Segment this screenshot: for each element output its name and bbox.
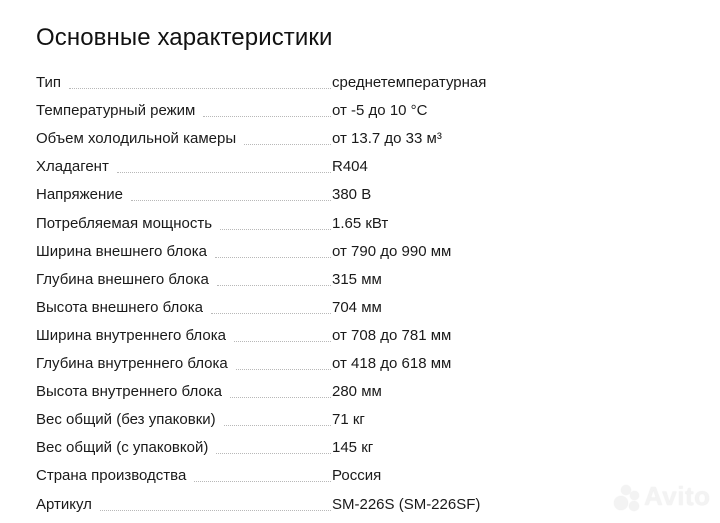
avito-watermark <box>612 481 711 512</box>
spec-value: Россия <box>332 467 382 485</box>
section-title: Основные характеристики <box>36 24 333 51</box>
dotted-leader <box>131 199 331 201</box>
spec-value: SM-226S (SM-226SF) <box>332 495 481 513</box>
dotted-leader <box>230 396 331 398</box>
spec-row-weight-net <box>36 401 536 429</box>
spec-label: Напряжение <box>36 186 131 204</box>
spec-label: Высота внутреннего блока <box>36 383 230 401</box>
spec-label: Потребляемая мощность <box>36 215 220 233</box>
spec-label: Объем холодильной камеры <box>36 130 244 148</box>
spec-row-article <box>36 485 536 513</box>
spec-label: Хладагент <box>36 158 117 176</box>
spec-label: Глубина внешнего блока <box>36 271 217 289</box>
dotted-leader <box>194 480 331 482</box>
spec-label: Ширина внешнего блока <box>36 243 215 261</box>
dotted-leader <box>216 452 331 454</box>
dotted-leader <box>215 256 331 258</box>
dotted-leader <box>217 284 331 286</box>
spec-row-power <box>36 204 536 232</box>
dotted-leader <box>224 424 331 426</box>
dotted-leader <box>69 87 331 89</box>
spec-row-outdoor-depth <box>36 261 536 289</box>
spec-value: 704 мм <box>332 298 382 316</box>
spec-label: Страна производства <box>36 467 194 485</box>
spec-row-outdoor-height <box>36 289 536 317</box>
spec-row-indoor-width <box>36 317 536 345</box>
spec-row-indoor-depth <box>36 345 536 373</box>
spec-value: 1.65 кВт <box>332 214 389 232</box>
spec-label: Артикул <box>36 496 100 514</box>
spec-row-country <box>36 457 536 485</box>
spec-value: от 13.7 до 33 м³ <box>332 130 442 148</box>
dotted-leader <box>234 340 331 342</box>
spec-label: Высота внешнего блока <box>36 299 211 317</box>
dotted-leader <box>211 312 331 314</box>
spec-label: Вес общий (без упаковки) <box>36 411 224 429</box>
spec-row-type <box>36 64 536 92</box>
spec-value: от 708 до 781 мм <box>332 326 452 344</box>
spec-value: 145 кг <box>332 439 374 457</box>
avito-logo-icon <box>612 482 642 512</box>
spec-value: 315 мм <box>332 270 382 288</box>
spec-value: R404 <box>332 158 368 176</box>
spec-value: от 790 до 990 мм <box>332 242 452 260</box>
spec-label: Температурный режим <box>36 102 203 120</box>
spec-value: от -5 до 10 °С <box>332 102 428 120</box>
watermark-text: Avito <box>644 481 711 511</box>
spec-label: Вес общий (с упаковкой) <box>36 439 216 457</box>
spec-value: 71 кг <box>332 411 365 429</box>
dotted-leader <box>100 509 331 511</box>
spec-row-indoor-height <box>36 373 536 401</box>
spec-list <box>36 64 536 514</box>
spec-row-voltage <box>36 176 536 204</box>
spec-row-outdoor-width <box>36 233 536 261</box>
spec-row-refrigerant <box>36 148 536 176</box>
dotted-leader <box>236 368 331 370</box>
spec-value: от 418 до 618 мм <box>332 355 452 373</box>
spec-row-temperature-mode <box>36 92 536 120</box>
spec-label: Глубина внутреннего блока <box>36 355 236 373</box>
spec-value: 280 мм <box>332 383 382 401</box>
spec-label: Ширина внутреннего блока <box>36 327 234 345</box>
dotted-leader <box>244 143 331 145</box>
dotted-leader <box>117 171 331 173</box>
spec-label: Тип <box>36 74 69 92</box>
dotted-leader <box>220 228 331 230</box>
spec-value: среднетемпературная <box>332 74 487 92</box>
spec-value: 380 В <box>332 186 372 204</box>
spec-row-weight-gross <box>36 429 536 457</box>
spec-row-chamber-volume <box>36 120 536 148</box>
dotted-leader <box>203 115 331 117</box>
